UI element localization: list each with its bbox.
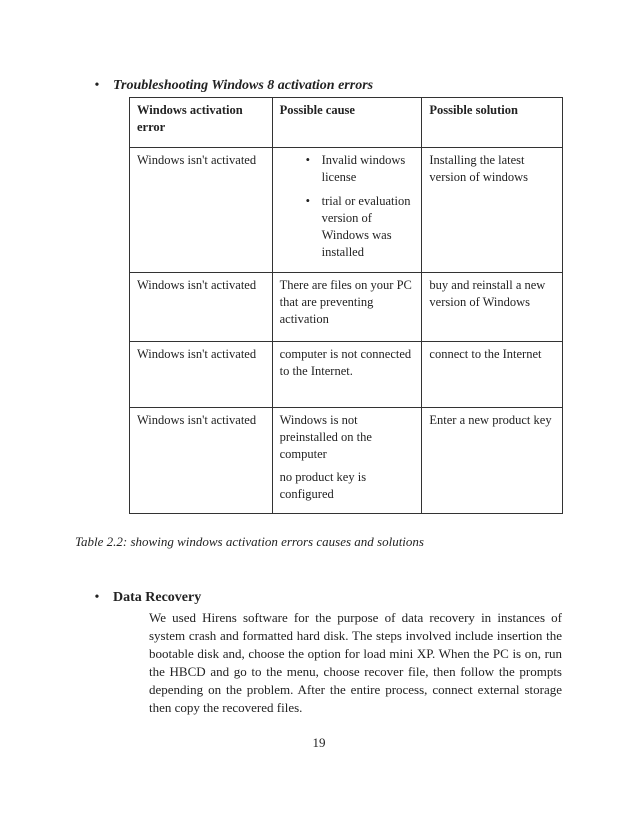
cause-text: no product key is configured bbox=[279, 470, 367, 501]
header-cause: Possible cause bbox=[272, 98, 422, 148]
cell-error: Windows isn't activated bbox=[130, 148, 273, 273]
cell-cause bbox=[272, 408, 422, 514]
cell-cause bbox=[272, 148, 422, 273]
data-recovery-paragraph: We used Hirens software for the purpose of data recovery in instances of system crash and formatted hard disk. The steps involved include insertion the bootable disk and, choose the option for load mini XP. When the PC is on, run the HBCD and go to the menu, choose recover file, then follow the prompts depending on the problem. After the entire process, connect external storage then copy the recovered files. bbox=[149, 610, 562, 715]
table-row bbox=[130, 408, 563, 514]
bullet-icon: • bbox=[94, 78, 100, 93]
table-header-row bbox=[130, 98, 563, 148]
table-row bbox=[130, 342, 563, 408]
cause-list bbox=[280, 152, 416, 261]
data-recovery-title: Data Recovery bbox=[113, 590, 202, 605]
cell-error: Windows isn't activated bbox=[130, 342, 273, 408]
bullet-icon: • bbox=[305, 153, 310, 167]
bullet-icon: • bbox=[305, 194, 310, 208]
cell-error: Windows isn't activated bbox=[130, 408, 273, 514]
cell-solution: Enter a new product key bbox=[422, 408, 563, 514]
table-caption: Table 2.2: showing windows activation errors causes and solutions bbox=[75, 534, 424, 549]
table-row bbox=[130, 148, 563, 273]
activation-errors-table bbox=[129, 97, 563, 514]
cause-text: Windows is not preinstalled on the computer bbox=[279, 413, 372, 461]
bullet-icon: • bbox=[94, 590, 100, 605]
cell-solution: buy and reinstall a new version of Windows bbox=[422, 273, 563, 342]
cell-error: Windows isn't activated bbox=[130, 273, 273, 342]
cell-solution: connect to the Internet bbox=[422, 342, 563, 408]
cause-text: Invalid windows license bbox=[321, 153, 406, 184]
cause-text: trial or evaluation version of Windows was installed bbox=[321, 194, 411, 259]
cell-cause: There are files on your PC that are preventing activation bbox=[272, 273, 422, 342]
table-row bbox=[130, 273, 563, 342]
header-solution: Possible solution bbox=[422, 98, 563, 148]
troubleshooting-title: Troubleshooting Windows 8 activation errors bbox=[113, 78, 374, 93]
page-number: 19 bbox=[312, 735, 326, 750]
list-item bbox=[280, 152, 416, 186]
cell-cause: computer is not connected to the Internet. bbox=[272, 342, 422, 408]
cell-solution: Installing the latest version of windows bbox=[422, 148, 563, 273]
list-item bbox=[280, 193, 416, 261]
header-error: Windows activation error bbox=[130, 98, 273, 148]
